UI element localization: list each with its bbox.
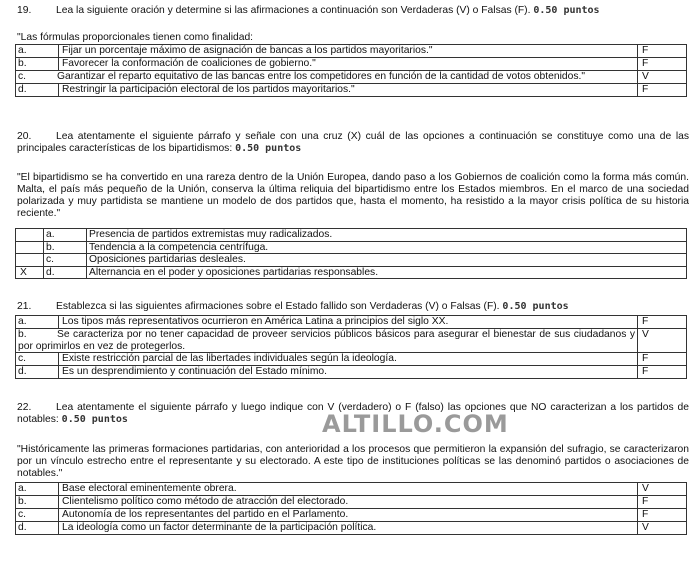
option-letter: d. <box>16 522 59 535</box>
table-row <box>16 229 687 242</box>
question-22-quote: "Históricamente las primeras formaciones partidarias, con anterioridad a los procesos que permitieron la expansión del sufragio, se caracterizaron por un vínculo estrecho entre el representante y su electorado. A este tipo de instituciones políticas se las denominó partidos o asociaciones de notables." <box>17 444 689 479</box>
option-text: Oposiciones partidarias desleales. <box>87 254 687 267</box>
question-20-options-table <box>15 228 687 279</box>
option-answer: V <box>638 71 687 84</box>
option-answer: F <box>638 316 687 329</box>
option-answer: V <box>638 329 687 353</box>
question-19-heading <box>17 5 689 17</box>
option-text: Presencia de partidos extremistas muy radicalizados. <box>87 229 687 242</box>
option-text: Existe restricción parcial de las libertades individuales según la ideología. <box>59 353 638 366</box>
option-answer: F <box>638 496 687 509</box>
option-mark-cell[interactable] <box>16 241 44 254</box>
option-text: La ideología como un factor determinante de la participación política. <box>59 522 638 535</box>
option-text: Fijar un porcentaje máximo de asignación de bancas a los partidos mayoritarios." <box>59 45 638 58</box>
table-row <box>16 45 687 58</box>
option-text: Alternancia en el poder y oposiciones partidarias responsables. <box>87 266 687 279</box>
option-mark-cell[interactable] <box>16 229 44 242</box>
option-letter: a. <box>16 45 59 58</box>
question-19-options-table <box>15 44 687 97</box>
option-answer: F <box>638 45 687 58</box>
option-text: Se caracteriza por no tener capacidad de proveer servicios públicos básicos para asegurar el bienestar de sus ciudadanos y por oprimirlos en vez de protegerlos. <box>18 329 635 352</box>
table-row <box>16 522 687 535</box>
question-text: Establezca si las siguientes afirmaciones sobre el Estado fallido son Verdaderas (V) o Falsas (F). <box>56 301 500 312</box>
question-points: 0.50 puntos <box>502 301 569 312</box>
question-21-heading <box>17 301 689 313</box>
table-row <box>16 316 687 329</box>
table-row <box>16 509 687 522</box>
table-row <box>16 58 687 71</box>
option-answer: V <box>638 522 687 535</box>
question-points: 0.50 puntos <box>235 143 302 154</box>
option-answer: F <box>638 353 687 366</box>
table-row <box>16 266 687 279</box>
question-20-heading <box>17 131 689 155</box>
option-letter: c. <box>16 353 59 366</box>
table-row <box>16 71 687 84</box>
option-letter: b. <box>18 329 27 340</box>
question-20-quote: "El bipartidismo se ha convertido en una rareza dentro de la Unión Europea, dando paso a los Gobiernos de coalición como la forma más común. Malta, el país más pequeño de la Unión, conserva la última reliquia del bipartidismo entre los Estados miembros. En el marco de una sociedad polarizada y muy partidista se mantiene un modelo de dos partidos que, hasta el momento, ha resistido a la mayor crisis política de su historia reciente." <box>17 172 689 219</box>
option-text: Autonomía de los representantes del partido en el Parlamento. <box>59 509 638 522</box>
table-row <box>16 483 687 496</box>
option-letter: c. <box>16 509 59 522</box>
question-number: 19. <box>17 5 32 16</box>
option-text: Garantizar el reparto equitativo de las bancas entre los competidores en función de la cantidad de votos obtenidos." <box>57 71 585 82</box>
table-row <box>16 496 687 509</box>
watermark-logo: ALTILLO.COM <box>322 410 509 438</box>
question-19-prompt: "Las fórmulas proporcionales tienen como finalidad: <box>17 32 254 43</box>
option-answer: F <box>638 58 687 71</box>
option-letter: b. <box>16 496 59 509</box>
question-text: Lea atentamente el siguiente párrafo y luego indique con V (verdadero) o F (falso) las opciones que NO caracterizan a los partidos de notables: <box>17 402 689 425</box>
option-text: Clientelismo político como método de atracción del electorado. <box>59 496 638 509</box>
question-22-options-table <box>15 482 687 535</box>
option-letter: d. <box>16 366 59 379</box>
option-mark-cell[interactable] <box>16 254 44 267</box>
option-text: Tendencia a la competencia centrífuga. <box>87 241 687 254</box>
question-21-options-table <box>15 315 687 379</box>
table-row <box>16 329 687 353</box>
option-letter: a. <box>16 316 59 329</box>
option-answer: F <box>638 509 687 522</box>
option-letter: a. <box>44 229 87 242</box>
question-number: 21. <box>17 301 32 312</box>
table-row <box>16 254 687 267</box>
option-text: Restringir la participación electoral de los partidos mayoritarios." <box>59 84 638 97</box>
option-letter: b. <box>44 241 87 254</box>
question-number: 20. <box>17 131 32 142</box>
option-letter: b. <box>16 58 59 71</box>
table-row <box>16 84 687 97</box>
option-answer: F <box>638 84 687 97</box>
option-text: Favorecer la conformación de coaliciones de gobierno." <box>59 58 638 71</box>
option-letter: a. <box>16 483 59 496</box>
option-letter: d. <box>44 266 87 279</box>
option-answer: F <box>638 366 687 379</box>
option-text-wrapped <box>16 71 638 84</box>
option-answer: V <box>638 483 687 496</box>
table-row <box>16 353 687 366</box>
option-letter: c. <box>18 71 27 82</box>
question-number: 22. <box>17 402 32 413</box>
option-mark-cell[interactable]: X <box>16 266 44 279</box>
option-text: Los tipos más representativos ocurrieron en América Latina a principios del siglo XX. <box>59 316 638 329</box>
option-text: Es un desprendimiento y continuación del Estado mínimo. <box>59 366 638 379</box>
option-text-wrapped <box>16 329 638 353</box>
question-points: 0.50 puntos <box>533 5 600 16</box>
question-text: Lea atentamente el siguiente párrafo y señale con una cruz (X) cuál de las opciones a continuación se constituye como una de las principales características de los bipartidismos: <box>17 131 689 154</box>
table-row <box>16 241 687 254</box>
question-text: Lea la siguiente oración y determine si las afirmaciones a continuación son Verdaderas (V) o Falsas (F). <box>56 5 531 16</box>
option-text: Base electoral eminentemente obrera. <box>59 483 638 496</box>
table-row <box>16 366 687 379</box>
option-letter: c. <box>44 254 87 267</box>
question-points: 0.50 puntos <box>61 414 128 425</box>
option-letter: d. <box>16 84 59 97</box>
